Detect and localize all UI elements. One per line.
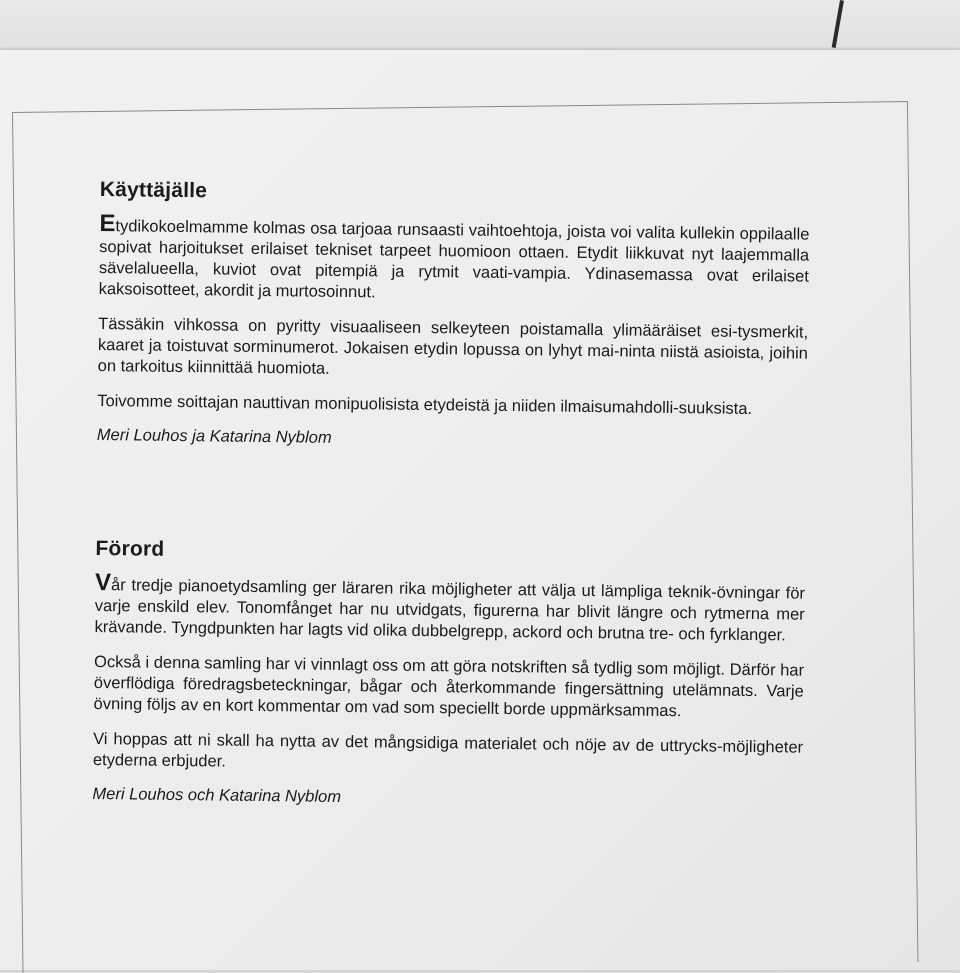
finnish-initial-letter: E xyxy=(99,209,116,238)
page-content xyxy=(92,178,810,813)
finnish-paragraph-1 xyxy=(98,209,810,309)
finnish-paragraph-3: Toivomme soittajan nauttivan monipuolisista etydeistä ja niiden ilmaisumahdolli-suuksista. xyxy=(97,391,753,418)
swedish-preface xyxy=(92,537,805,813)
swedish-paragraph-1-text: år tredje pianoetydsamling ger läraren rika möjligheter att välja ut lämpliga teknik-övningar för varje enskild elev. Tonomfånget har nu utvidgats, figurerna har blivit längre och rytmerna mer krävande. Tyngdpunkten har lagts vid olika dubbelgrepp, ackord och brutna tre- och fyrklanger. xyxy=(94,576,806,645)
finnish-paragraph-1-text: tydikokoelmamme kolmas osa tarjoaa runsaasti vaihtoehtoja, joista voi valita kullekin oppilaalle sopivat harjoitukset erilaiset tekniset tarpeet huomioon ottaen. Etydit liikkuvat nyt laajemmalla sävelalueella, kuviot ovat pitempiä ja rytmit vaati-vampia. Ydinasemassa ovat erilaiset kaksoisotteet, akordit ja murtosoinnut. xyxy=(98,217,810,302)
finnish-paragraph-2: Tässäkin vihkossa on pyritty visuaaliseen selkeyteen poistamalla ylimääräiset esi-tysmerkit, kaaret ja toistuvat sorminumerot. Jokaisen etydin lopussa on lyhyt mai-ninta niistä asioista, joihin on tarkoitus kiinnittää huomiota. xyxy=(97,314,809,378)
swedish-paragraph-1 xyxy=(94,568,806,647)
finnish-preface xyxy=(97,178,810,454)
finnish-signature: Meri Louhos ja Katarina Nyblom xyxy=(96,425,332,447)
swedish-title: Förord xyxy=(95,536,165,561)
swedish-paragraph-3: Vi hoppas att ni skall ha nytta av det mångsidiga materialet och nöje av de uttrycks-möjligheter etyderna erbjuder. xyxy=(92,729,804,771)
swedish-signature: Meri Louhos och Katarina Nyblom xyxy=(92,784,342,806)
swedish-paragraph-2: Också i denna samling har vi vinnlagt oss om att göra notskriften så tydlig som möjligt. Därför har överflödiga föredragsbeteckningar, bågar och återkommande fingersättning utelämnats. Varje övning följs av en kort kommentar om vad som speciellt borde uppmärksammas. xyxy=(93,652,805,721)
finnish-title: Käyttäjälle xyxy=(99,178,208,203)
swedish-initial-letter: V xyxy=(94,568,112,597)
